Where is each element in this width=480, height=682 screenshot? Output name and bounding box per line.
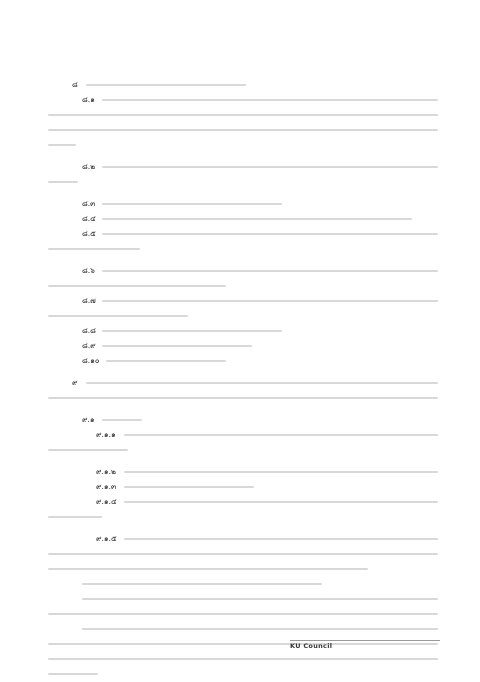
footer-divider	[290, 640, 440, 641]
item-number: ๙.๑.๔	[96, 497, 117, 506]
list-item	[48, 480, 440, 495]
list-item	[48, 354, 440, 369]
item-number: ๙.๑.๕	[96, 534, 117, 543]
list-item	[48, 324, 440, 339]
item-number: ๙.๑.๓	[96, 482, 117, 491]
clause-8-heading	[48, 78, 440, 93]
item-number: ๙.๑.๑	[96, 430, 116, 439]
list-item	[48, 93, 440, 108]
item-number: ๘.๑	[82, 95, 95, 104]
clause-9-heading	[48, 376, 440, 391]
list-item	[48, 428, 440, 443]
item-number: ๘.๑๐	[82, 356, 100, 365]
item-number: ๙.๑.๒	[96, 467, 116, 476]
list-item	[48, 532, 440, 547]
list-item	[48, 413, 440, 428]
list-item	[48, 294, 440, 309]
list-item	[48, 212, 440, 227]
item-number: ๘.๒	[82, 162, 96, 171]
list-item	[48, 197, 440, 212]
item-number: ๘.๘	[82, 326, 96, 335]
clause-number: ๙	[72, 378, 78, 387]
clause-number: ๘	[72, 80, 78, 89]
list-item	[48, 465, 440, 480]
document-body	[48, 78, 440, 682]
list-item	[48, 339, 440, 354]
item-number: ๘.๖	[82, 266, 95, 275]
list-item	[48, 227, 440, 242]
item-number: ๙.๑	[82, 415, 95, 424]
item-number: ๘.๔	[82, 214, 96, 223]
item-number: ๘.๗	[82, 296, 96, 305]
header-banner	[0, 0, 480, 26]
list-item	[48, 160, 440, 175]
page-footer	[0, 640, 480, 654]
list-item	[48, 495, 440, 510]
item-number: ๘.๕	[82, 229, 96, 238]
footer-logo: KU Council	[290, 642, 333, 650]
item-number: ๘.๓	[82, 199, 96, 208]
list-item	[48, 264, 440, 279]
item-number: ๘.๙	[82, 341, 96, 350]
